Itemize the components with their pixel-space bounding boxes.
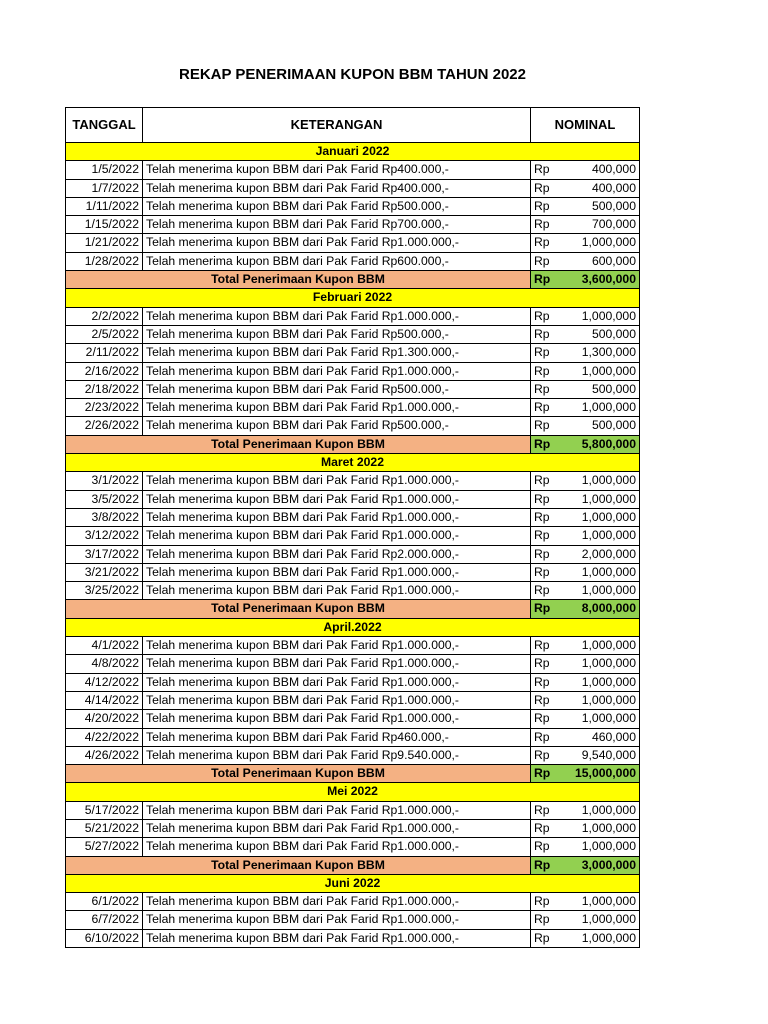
- table-row: [66, 545, 640, 563]
- currency-label: Rp: [534, 583, 550, 598]
- month-name: Juni 2022: [66, 874, 640, 892]
- date-cell: 4/8/2022: [66, 655, 143, 673]
- table-row: [66, 563, 640, 581]
- table-body: [66, 143, 640, 948]
- month-name: Februari 2022: [66, 289, 640, 307]
- table-row: [66, 655, 640, 673]
- amount-value: 600,000: [591, 253, 636, 268]
- currency-label: Rp: [534, 217, 550, 232]
- description-cell: Telah menerima kupon BBM dari Pak Farid Rp1.000.000,-: [143, 563, 531, 581]
- date-cell: 2/18/2022: [66, 380, 143, 398]
- description-cell: Telah menerima kupon BBM dari Pak Farid Rp500.000,-: [143, 325, 531, 343]
- date-cell: 2/16/2022: [66, 362, 143, 380]
- amount-cell: [531, 728, 640, 746]
- currency-label: Rp: [534, 564, 550, 579]
- date-cell: 4/26/2022: [66, 746, 143, 764]
- header-description: KETERANGAN: [143, 108, 531, 143]
- total-label: Total Penerimaan Kupon BBM: [66, 435, 531, 453]
- currency-label: Rp: [534, 198, 550, 213]
- table-row: [66, 637, 640, 655]
- table-row: [66, 819, 640, 837]
- date-cell: 5/27/2022: [66, 838, 143, 856]
- amount-cell: [531, 765, 640, 783]
- total-row: [66, 435, 640, 453]
- currency-label: Rp: [534, 839, 550, 854]
- currency-label: Rp: [534, 381, 550, 396]
- amount-value: 700,000: [591, 217, 636, 232]
- amount-cell: [531, 216, 640, 234]
- table-row: [66, 673, 640, 691]
- date-cell: 1/21/2022: [66, 234, 143, 252]
- table-row: [66, 710, 640, 728]
- amount-cell: [531, 252, 640, 270]
- currency-label: Rp: [534, 766, 551, 781]
- table-row: [66, 746, 640, 764]
- date-cell: 6/10/2022: [66, 929, 143, 947]
- table-row: [66, 362, 640, 380]
- currency-label: Rp: [534, 400, 550, 415]
- amount-cell: [531, 307, 640, 325]
- description-cell: Telah menerima kupon BBM dari Pak Farid Rp1.000.000,-: [143, 893, 531, 911]
- currency-label: Rp: [534, 894, 550, 909]
- description-cell: Telah menerima kupon BBM dari Pak Farid Rp1.000.000,-: [143, 637, 531, 655]
- table-row: [66, 179, 640, 197]
- total-row: [66, 600, 640, 618]
- amount-value: 1,000,000: [581, 473, 636, 488]
- currency-label: Rp: [534, 638, 550, 653]
- amount-cell: [531, 691, 640, 709]
- description-cell: Telah menerima kupon BBM dari Pak Farid Rp1.000.000,-: [143, 362, 531, 380]
- amount-cell: [531, 234, 640, 252]
- amount-cell: [531, 563, 640, 581]
- amount-cell: [531, 929, 640, 947]
- description-cell: Telah menerima kupon BBM dari Pak Farid Rp500.000,-: [143, 417, 531, 435]
- description-cell: Telah menerima kupon BBM dari Pak Farid Rp1.000.000,-: [143, 801, 531, 819]
- header-date: TANGGAL: [66, 108, 143, 143]
- amount-value: 3,600,000: [581, 272, 636, 287]
- date-cell: 4/22/2022: [66, 728, 143, 746]
- description-cell: Telah menerima kupon BBM dari Pak Farid Rp1.000.000,-: [143, 490, 531, 508]
- date-cell: 1/28/2022: [66, 252, 143, 270]
- date-cell: 6/1/2022: [66, 893, 143, 911]
- amount-value: 1,000,000: [581, 656, 636, 671]
- table-row: [66, 161, 640, 179]
- currency-label: Rp: [534, 308, 550, 323]
- amount-cell: [531, 801, 640, 819]
- amount-value: 8,000,000: [581, 601, 636, 616]
- table-row: [66, 728, 640, 746]
- amount-value: 500,000: [591, 418, 636, 433]
- currency-label: Rp: [534, 546, 550, 561]
- amount-cell: [531, 179, 640, 197]
- amount-cell: [531, 490, 640, 508]
- currency-label: Rp: [534, 692, 550, 707]
- amount-cell: [531, 344, 640, 362]
- amount-value: 1,300,000: [581, 345, 636, 360]
- date-cell: 4/1/2022: [66, 637, 143, 655]
- amount-value: 1,000,000: [581, 400, 636, 415]
- date-cell: 2/11/2022: [66, 344, 143, 362]
- currency-label: Rp: [534, 235, 550, 250]
- currency-label: Rp: [534, 253, 550, 268]
- currency-label: Rp: [534, 363, 550, 378]
- amount-value: 400,000: [591, 162, 636, 177]
- amount-value: 500,000: [591, 381, 636, 396]
- total-label: Total Penerimaan Kupon BBM: [66, 765, 531, 783]
- currency-label: Rp: [534, 729, 550, 744]
- currency-label: Rp: [534, 711, 550, 726]
- amount-cell: [531, 399, 640, 417]
- amount-value: 1,000,000: [581, 802, 636, 817]
- total-row: [66, 271, 640, 289]
- description-cell: Telah menerima kupon BBM dari Pak Farid Rp1.000.000,-: [143, 911, 531, 929]
- description-cell: Telah menerima kupon BBM dari Pak Farid Rp400.000,-: [143, 161, 531, 179]
- amount-cell: [531, 271, 640, 289]
- description-cell: Telah menerima kupon BBM dari Pak Farid Rp1.000.000,-: [143, 399, 531, 417]
- total-label: Total Penerimaan Kupon BBM: [66, 600, 531, 618]
- table-row: [66, 801, 640, 819]
- description-cell: Telah menerima kupon BBM dari Pak Farid Rp1.000.000,-: [143, 472, 531, 490]
- description-cell: Telah menerima kupon BBM dari Pak Farid Rp1.000.000,-: [143, 527, 531, 545]
- currency-label: Rp: [534, 180, 550, 195]
- currency-label: Rp: [534, 930, 550, 945]
- amount-cell: [531, 362, 640, 380]
- month-header-row: [66, 618, 640, 636]
- date-cell: 1/7/2022: [66, 179, 143, 197]
- amount-cell: [531, 472, 640, 490]
- currency-label: Rp: [534, 418, 550, 433]
- month-header-row: [66, 874, 640, 892]
- date-cell: 2/23/2022: [66, 399, 143, 417]
- amount-value: 9,540,000: [581, 747, 636, 762]
- table-row: [66, 216, 640, 234]
- date-cell: 5/21/2022: [66, 819, 143, 837]
- amount-cell: [531, 435, 640, 453]
- description-cell: Telah menerima kupon BBM dari Pak Farid Rp600.000,-: [143, 252, 531, 270]
- date-cell: 5/17/2022: [66, 801, 143, 819]
- description-cell: Telah menerima kupon BBM dari Pak Farid Rp500.000,-: [143, 380, 531, 398]
- amount-cell: [531, 856, 640, 874]
- table-row: [66, 344, 640, 362]
- amount-value: 500,000: [591, 326, 636, 341]
- amount-value: 1,000,000: [581, 528, 636, 543]
- description-cell: Telah menerima kupon BBM dari Pak Farid Rp1.000.000,-: [143, 508, 531, 526]
- table-row: [66, 472, 640, 490]
- date-cell: 4/20/2022: [66, 710, 143, 728]
- amount-value: 1,000,000: [581, 235, 636, 250]
- table-row: [66, 252, 640, 270]
- total-label: Total Penerimaan Kupon BBM: [66, 271, 531, 289]
- table-row: [66, 582, 640, 600]
- amount-cell: [531, 582, 640, 600]
- amount-value: 1,000,000: [581, 692, 636, 707]
- currency-label: Rp: [534, 491, 550, 506]
- amount-cell: [531, 417, 640, 435]
- date-cell: 3/21/2022: [66, 563, 143, 581]
- month-name: Mei 2022: [66, 783, 640, 801]
- description-cell: Telah menerima kupon BBM dari Pak Farid Rp2.000.000,-: [143, 545, 531, 563]
- header-row: [66, 108, 640, 143]
- rekap-table: [65, 107, 640, 948]
- currency-label: Rp: [534, 674, 550, 689]
- currency-label: Rp: [534, 272, 551, 287]
- description-cell: Telah menerima kupon BBM dari Pak Farid Rp9.540.000,-: [143, 746, 531, 764]
- amount-cell: [531, 197, 640, 215]
- header-amount: NOMINAL: [531, 108, 640, 143]
- table-row: [66, 691, 640, 709]
- total-label: Total Penerimaan Kupon BBM: [66, 856, 531, 874]
- amount-value: 15,000,000: [575, 766, 636, 781]
- table-row: [66, 527, 640, 545]
- description-cell: Telah menerima kupon BBM dari Pak Farid Rp1.000.000,-: [143, 673, 531, 691]
- amount-value: 1,000,000: [581, 509, 636, 524]
- currency-label: Rp: [534, 528, 550, 543]
- page-title: REKAP PENERIMAAN KUPON BBM TAHUN 2022: [179, 66, 526, 83]
- date-cell: 3/1/2022: [66, 472, 143, 490]
- table-row: [66, 307, 640, 325]
- month-name: Maret 2022: [66, 454, 640, 472]
- amount-cell: [531, 508, 640, 526]
- description-cell: Telah menerima kupon BBM dari Pak Farid Rp1.000.000,-: [143, 234, 531, 252]
- amount-cell: [531, 161, 640, 179]
- month-header-row: [66, 289, 640, 307]
- amount-value: 1,000,000: [581, 583, 636, 598]
- amount-cell: [531, 380, 640, 398]
- date-cell: 3/25/2022: [66, 582, 143, 600]
- table-row: [66, 929, 640, 947]
- amount-cell: [531, 600, 640, 618]
- amount-value: 2,000,000: [581, 546, 636, 561]
- amount-value: 1,000,000: [581, 308, 636, 323]
- description-cell: Telah menerima kupon BBM dari Pak Farid Rp1.000.000,-: [143, 710, 531, 728]
- amount-cell: [531, 545, 640, 563]
- currency-label: Rp: [534, 820, 550, 835]
- date-cell: 3/5/2022: [66, 490, 143, 508]
- date-cell: 2/26/2022: [66, 417, 143, 435]
- table-row: [66, 893, 640, 911]
- amount-cell: [531, 673, 640, 691]
- table-row: [66, 417, 640, 435]
- amount-cell: [531, 893, 640, 911]
- amount-cell: [531, 819, 640, 837]
- amount-value: 1,000,000: [581, 839, 636, 854]
- description-cell: Telah menerima kupon BBM dari Pak Farid Rp1.000.000,-: [143, 838, 531, 856]
- month-header-row: [66, 783, 640, 801]
- amount-cell: [531, 838, 640, 856]
- description-cell: Telah menerima kupon BBM dari Pak Farid Rp1.000.000,-: [143, 307, 531, 325]
- date-cell: 4/14/2022: [66, 691, 143, 709]
- month-name: Januari 2022: [66, 143, 640, 161]
- amount-value: 1,000,000: [581, 930, 636, 945]
- currency-label: Rp: [534, 345, 550, 360]
- table-row: [66, 838, 640, 856]
- description-cell: Telah menerima kupon BBM dari Pak Farid Rp1.000.000,-: [143, 929, 531, 947]
- table-row: [66, 508, 640, 526]
- total-row: [66, 765, 640, 783]
- amount-value: 5,800,000: [581, 436, 636, 451]
- description-cell: Telah menerima kupon BBM dari Pak Farid Rp1.000.000,-: [143, 655, 531, 673]
- date-cell: 1/11/2022: [66, 197, 143, 215]
- date-cell: 2/5/2022: [66, 325, 143, 343]
- table-row: [66, 325, 640, 343]
- total-row: [66, 856, 640, 874]
- description-cell: Telah menerima kupon BBM dari Pak Farid Rp460.000,-: [143, 728, 531, 746]
- table-row: [66, 234, 640, 252]
- amount-cell: [531, 527, 640, 545]
- amount-value: 460,000: [591, 729, 636, 744]
- amount-value: 1,000,000: [581, 711, 636, 726]
- date-cell: 6/7/2022: [66, 911, 143, 929]
- amount-value: 1,000,000: [581, 638, 636, 653]
- currency-label: Rp: [534, 857, 551, 872]
- amount-value: 1,000,000: [581, 363, 636, 378]
- description-cell: Telah menerima kupon BBM dari Pak Farid Rp700.000,-: [143, 216, 531, 234]
- table-row: [66, 399, 640, 417]
- currency-label: Rp: [534, 509, 550, 524]
- date-cell: 4/12/2022: [66, 673, 143, 691]
- table-row: [66, 911, 640, 929]
- currency-label: Rp: [534, 326, 550, 341]
- table-row: [66, 380, 640, 398]
- amount-value: 3,000,000: [581, 857, 636, 872]
- table-row: [66, 197, 640, 215]
- amount-value: 1,000,000: [581, 820, 636, 835]
- amount-cell: [531, 746, 640, 764]
- amount-value: 1,000,000: [581, 894, 636, 909]
- description-cell: Telah menerima kupon BBM dari Pak Farid Rp1.300.000,-: [143, 344, 531, 362]
- date-cell: 3/8/2022: [66, 508, 143, 526]
- month-header-row: [66, 143, 640, 161]
- date-cell: 2/2/2022: [66, 307, 143, 325]
- currency-label: Rp: [534, 473, 550, 488]
- month-name: April.2022: [66, 618, 640, 636]
- currency-label: Rp: [534, 912, 550, 927]
- amount-cell: [531, 637, 640, 655]
- date-cell: 1/15/2022: [66, 216, 143, 234]
- amount-cell: [531, 710, 640, 728]
- amount-value: 400,000: [591, 180, 636, 195]
- month-header-row: [66, 454, 640, 472]
- date-cell: 3/17/2022: [66, 545, 143, 563]
- description-cell: Telah menerima kupon BBM dari Pak Farid Rp1.000.000,-: [143, 691, 531, 709]
- date-cell: 3/12/2022: [66, 527, 143, 545]
- description-cell: Telah menerima kupon BBM dari Pak Farid Rp400.000,-: [143, 179, 531, 197]
- amount-value: 1,000,000: [581, 564, 636, 579]
- description-cell: Telah menerima kupon BBM dari Pak Farid Rp1.000.000,-: [143, 819, 531, 837]
- date-cell: 1/5/2022: [66, 161, 143, 179]
- table-row: [66, 490, 640, 508]
- amount-value: 500,000: [591, 198, 636, 213]
- amount-cell: [531, 325, 640, 343]
- amount-value: 1,000,000: [581, 674, 636, 689]
- amount-value: 1,000,000: [581, 491, 636, 506]
- currency-label: Rp: [534, 162, 550, 177]
- description-cell: Telah menerima kupon BBM dari Pak Farid Rp500.000,-: [143, 197, 531, 215]
- currency-label: Rp: [534, 436, 551, 451]
- currency-label: Rp: [534, 802, 550, 817]
- amount-value: 1,000,000: [581, 912, 636, 927]
- amount-cell: [531, 911, 640, 929]
- description-cell: Telah menerima kupon BBM dari Pak Farid Rp1.000.000,-: [143, 582, 531, 600]
- currency-label: Rp: [534, 747, 550, 762]
- currency-label: Rp: [534, 656, 550, 671]
- amount-cell: [531, 655, 640, 673]
- currency-label: Rp: [534, 601, 551, 616]
